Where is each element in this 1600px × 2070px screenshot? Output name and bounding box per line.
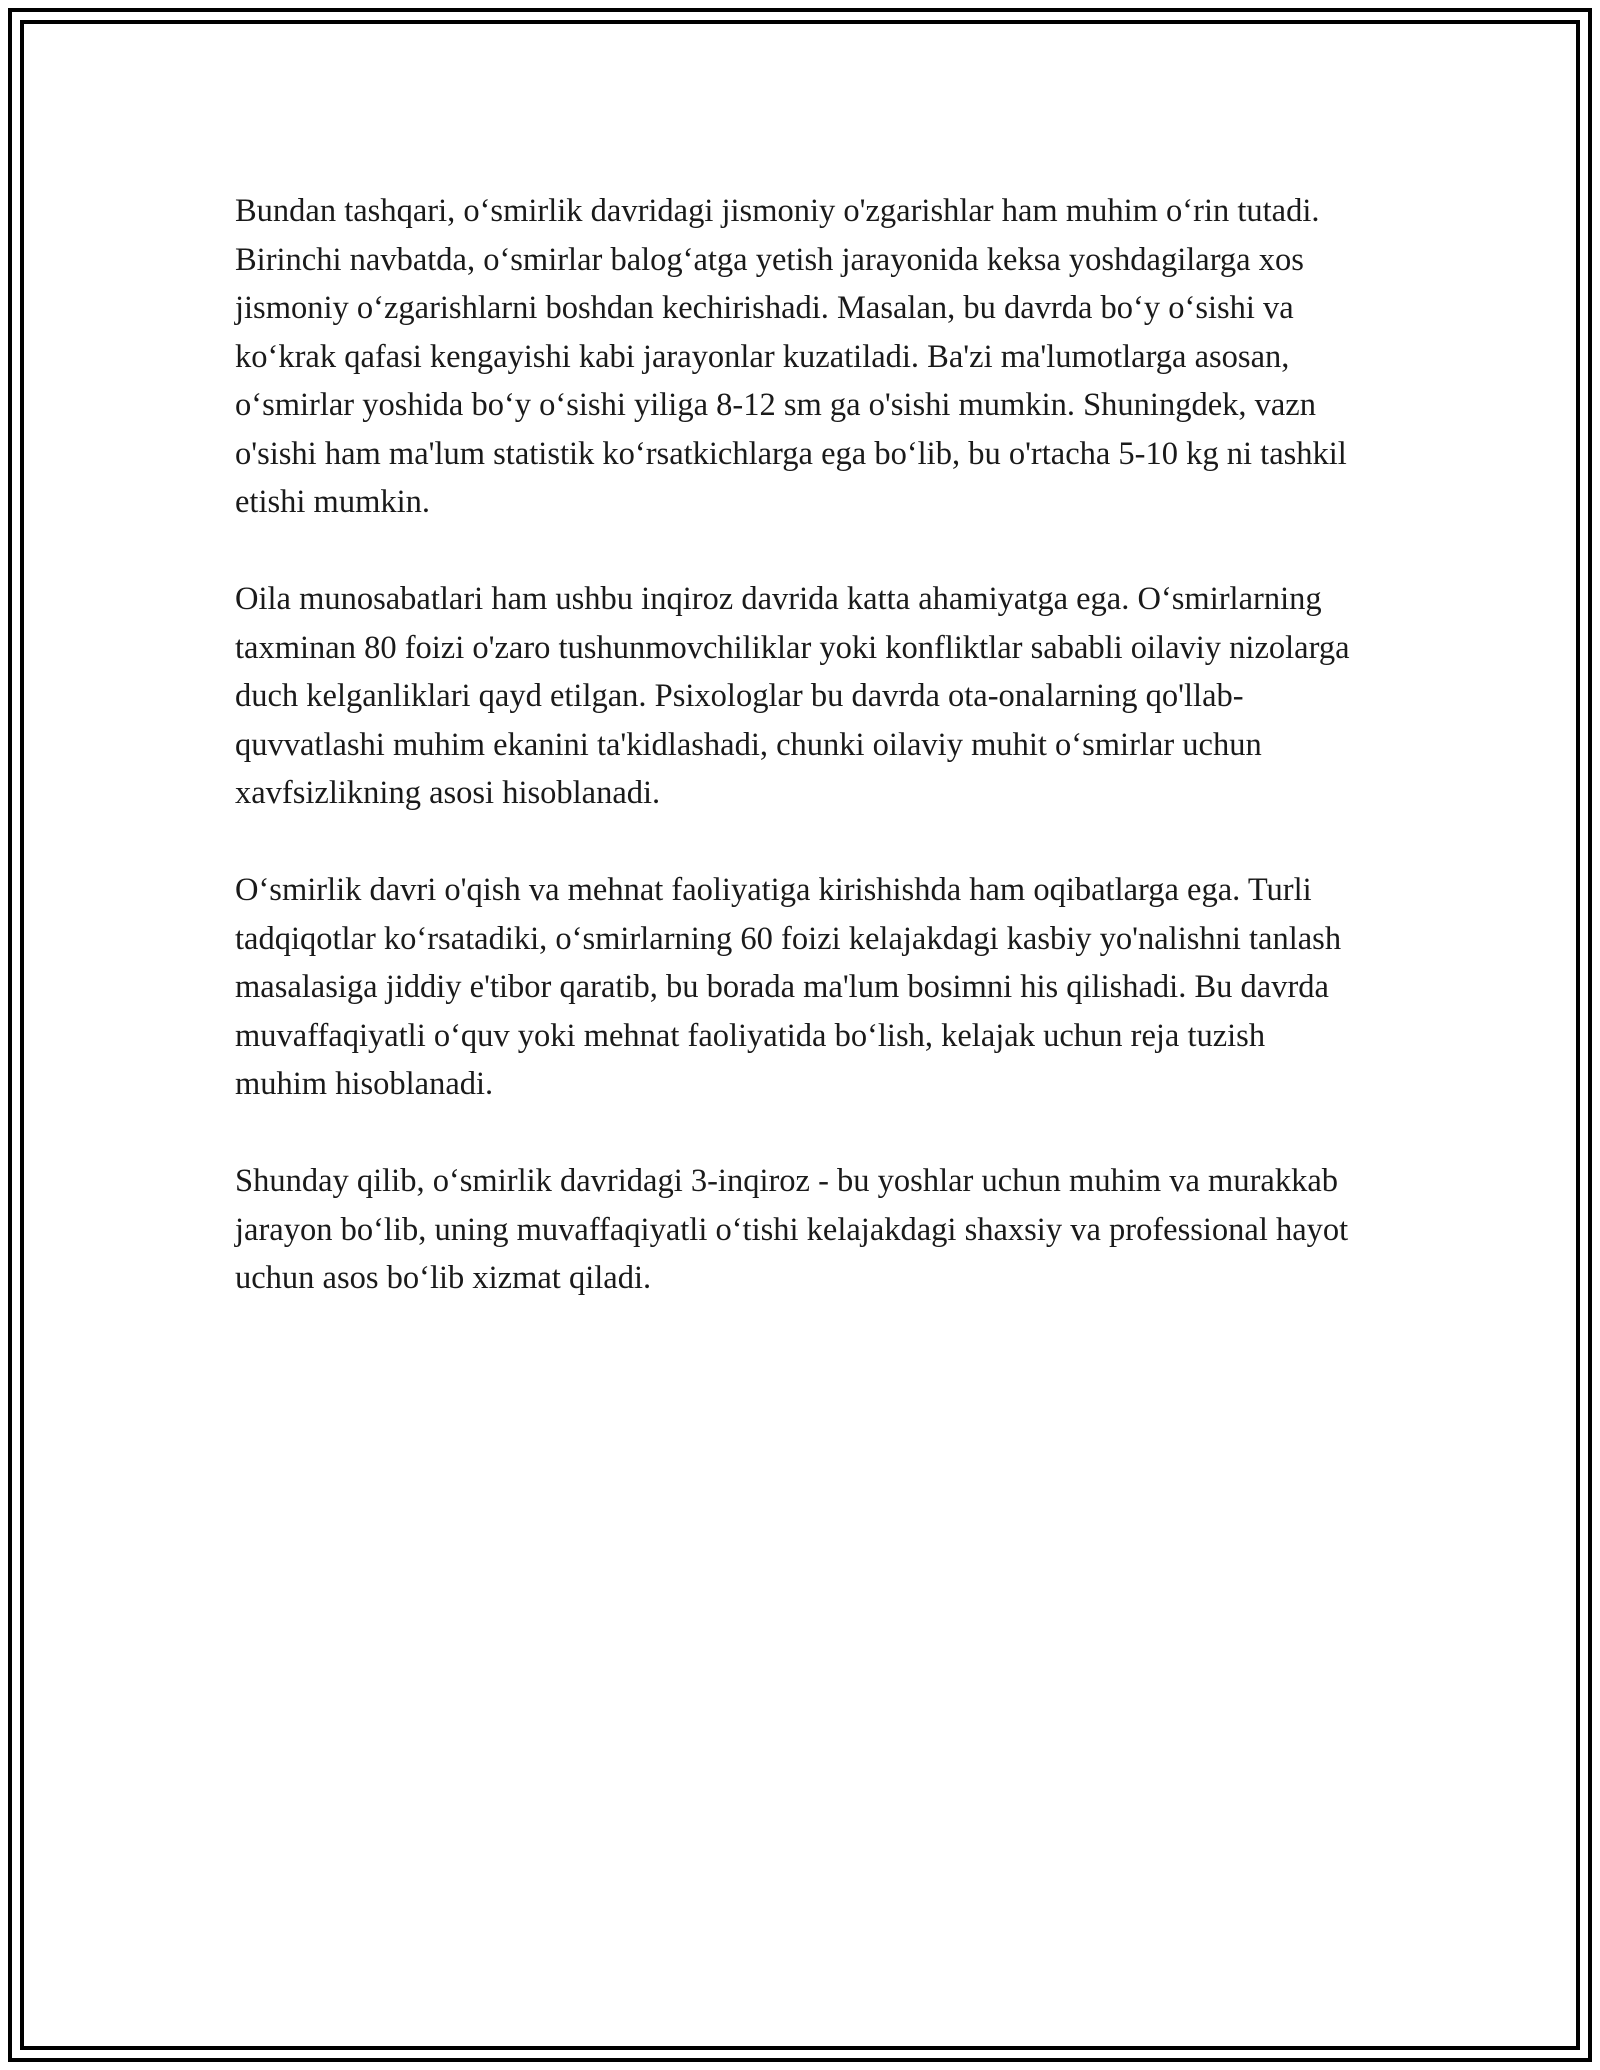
document-body xyxy=(235,187,1365,1351)
paragraph-conclusion: Shunday qilib, o‘smirlik davridagi 3-inqiroz - bu yoshlar uchun muhim va murakkab jarayon bo‘lib, uning muvaffaqiyatli o‘tishi kelajakdagi shaxsiy va professional hayot uchun asos bo‘lib xizmat qiladi. xyxy=(235,1163,1349,1296)
paragraph-physical-changes: Bundan tashqari, o‘smirlik davridagi jismoniy o'zgarishlar ham muhim o‘rin tutadi. Birinchi navbatda, o‘smirlar balog‘atga yetish jarayonida keksa yoshdagilarga xos jismoniy o‘zgarishlarni boshdan kechirishadi. Masalan, bu davrda bo‘y o‘sishi va ko‘krak qafasi kengayishi kabi jarayonlar kuzatiladi. Ba'zi ma'lumotlarga asosan, o‘smirlar yoshida bo‘y o‘sishi yiliga 8-12 sm ga o'sishi mumkin. Shuningdek, vazn o'sishi ham ma'lum statistik ko‘rsatkichlarga ega bo‘lib, bu o'rtacha 5-10 kg ni tashkil etishi mumkin. xyxy=(235,193,1347,520)
paragraph-study-and-work: O‘smirlik davri o'qish va mehnat faoliyatiga kirishishda ham oqibatlarga ega. Turli tadqiqotlar ko‘rsatadiki, o‘smirlarning 60 foizi kelajakdagi kasbiy yo'nalishni tanlash masalasiga jiddiy e'tibor qaratib, bu borada ma'lum bosimni his qilishadi. Bu davrda muvaffaqiyatli o‘quv yoki mehnat faoliyatida bo‘lish, kelajak uchun reja tuzish muhim hisoblanadi. xyxy=(235,872,1342,1102)
paragraph-family-relations: Oila munosabatlari ham ushbu inqiroz davrida katta ahamiyatga ega. O‘smirlarning taxminan 80 foizi o'zaro tushunmovchiliklar yoki konfliktlar sababli oilaviy nizolarga duch kelganliklari qayd etilgan. Psixologlar bu davrda ota-onalarning qo'llab-quvvatlashi muhim ekanini ta'kidlashadi, chunki oilaviy muhit o‘smirlar uchun xavfsizlikning asosi hisoblanadi. xyxy=(235,581,1350,811)
